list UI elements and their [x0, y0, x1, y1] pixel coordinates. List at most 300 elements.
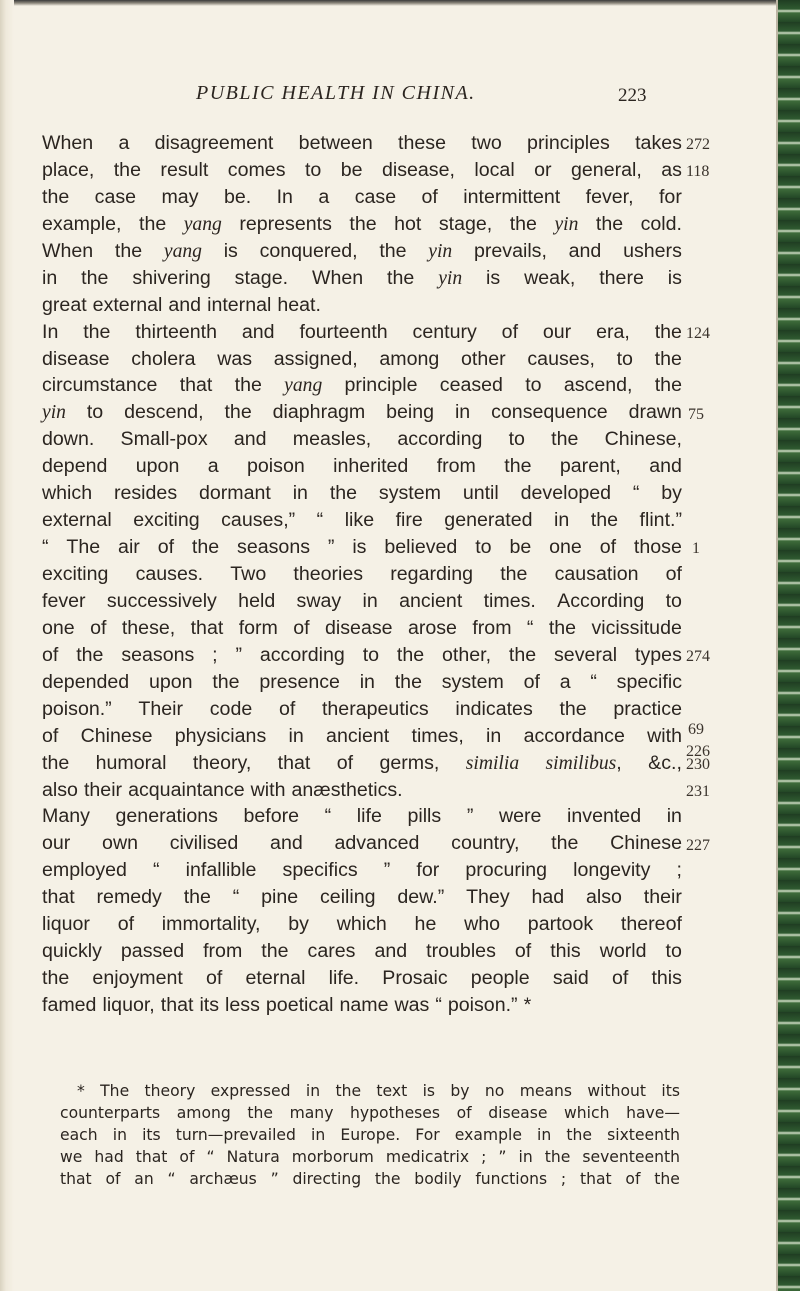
footnote-word: means — [519, 1082, 573, 1100]
text: between — [298, 132, 373, 154]
text: weak, — [524, 266, 576, 289]
word — [559, 696, 586, 723]
text: Prosaic — [382, 967, 448, 990]
word — [416, 857, 439, 884]
text: stage. — [234, 266, 289, 289]
word — [546, 750, 622, 777]
text: of — [336, 751, 354, 774]
text-line — [42, 803, 682, 830]
footnote-word: hypotheses — [350, 1103, 440, 1122]
word — [42, 426, 94, 453]
text: the — [83, 320, 111, 343]
footnote-word: counterparts — [60, 1103, 161, 1122]
text-line — [42, 319, 682, 346]
text: ceased — [439, 374, 503, 397]
word — [317, 507, 324, 534]
word — [623, 238, 682, 265]
word — [234, 426, 267, 453]
word — [95, 184, 136, 211]
text: civilised — [169, 832, 239, 855]
text: dew.” — [397, 886, 445, 909]
word — [397, 426, 482, 453]
word — [471, 965, 530, 992]
word — [83, 319, 110, 346]
text: from — [472, 616, 512, 639]
footnote-word: archæus — [189, 1169, 257, 1188]
word — [121, 426, 208, 453]
word — [244, 803, 300, 830]
text: descend, — [124, 401, 204, 424]
word — [277, 292, 321, 319]
text: causes. — [135, 563, 204, 585]
text: the — [261, 940, 289, 963]
word — [524, 265, 575, 292]
text: that — [190, 616, 224, 639]
italic-text: yang — [183, 213, 222, 235]
italic-text: yin — [554, 213, 579, 235]
footnote-word: bodily — [414, 1169, 462, 1188]
word — [66, 534, 100, 561]
word — [225, 992, 260, 1019]
word — [557, 588, 644, 615]
word — [76, 642, 103, 669]
text: place, — [42, 158, 95, 181]
margin-number: 272 — [686, 136, 710, 153]
word — [42, 399, 66, 426]
word — [471, 130, 502, 157]
word — [390, 561, 473, 588]
italic-text: similibus — [545, 752, 617, 774]
word — [121, 938, 184, 965]
text: being — [386, 401, 435, 424]
word — [96, 750, 167, 777]
word — [239, 615, 278, 642]
text: result — [160, 158, 209, 181]
page-number: 223 — [618, 85, 647, 106]
footnote-line — [60, 1125, 680, 1147]
word — [133, 507, 199, 534]
text-line — [42, 426, 682, 453]
text: system — [378, 482, 441, 505]
word — [466, 884, 510, 911]
word — [396, 507, 423, 534]
word — [162, 911, 261, 938]
word — [261, 938, 288, 965]
word — [84, 777, 122, 804]
text: parent, — [559, 455, 621, 478]
footnote-word: without — [587, 1082, 647, 1100]
text: local — [474, 158, 515, 181]
text: humoral — [95, 751, 167, 774]
word — [175, 723, 266, 750]
word — [345, 507, 374, 534]
word — [260, 238, 358, 265]
word — [667, 803, 682, 830]
text-line — [42, 561, 682, 588]
word — [509, 642, 536, 669]
text: fire — [395, 509, 423, 532]
text: be — [509, 536, 532, 559]
word — [524, 669, 540, 696]
text-line — [42, 346, 682, 373]
text-line — [42, 669, 682, 696]
word — [329, 965, 360, 992]
text: or — [534, 158, 552, 181]
word — [472, 615, 511, 642]
word — [451, 830, 519, 857]
text: the — [224, 401, 252, 424]
text: the — [551, 832, 579, 855]
text: case — [94, 185, 137, 208]
word — [560, 453, 621, 480]
word — [668, 265, 682, 292]
word — [474, 157, 514, 184]
text: “ — [153, 859, 160, 882]
word — [239, 211, 332, 238]
word — [407, 803, 441, 830]
text: in — [359, 670, 375, 693]
footnote-word: of — [179, 1147, 195, 1166]
text: in — [554, 509, 570, 532]
word — [42, 669, 129, 696]
word — [438, 265, 462, 292]
word — [203, 938, 242, 965]
word — [551, 426, 578, 453]
page-left-shadow — [0, 0, 14, 1291]
word — [463, 480, 499, 507]
text-line — [42, 534, 682, 561]
footnote-word: an — [134, 1169, 154, 1188]
word — [515, 938, 531, 965]
word — [292, 777, 403, 804]
text-line — [42, 642, 682, 669]
word — [42, 992, 96, 1019]
word — [666, 561, 682, 588]
word — [655, 372, 682, 399]
text: According — [557, 589, 645, 612]
word — [528, 911, 593, 938]
text: world — [599, 940, 647, 963]
text: believed — [384, 536, 458, 559]
text: several — [554, 643, 618, 666]
word — [613, 696, 682, 723]
word — [339, 992, 388, 1019]
text: consequence — [491, 401, 608, 424]
text-line — [42, 884, 682, 911]
word — [118, 911, 134, 938]
text: quickly — [42, 940, 102, 963]
text: before — [243, 805, 300, 828]
text: Chinese — [80, 724, 153, 747]
word — [42, 911, 90, 938]
footnote-word: by — [450, 1082, 470, 1100]
text: cholera — [131, 347, 196, 370]
text: They — [466, 886, 510, 909]
word — [224, 238, 238, 265]
text: the — [329, 482, 358, 505]
text: that — [160, 994, 194, 1016]
text: immortality, — [161, 913, 261, 936]
word — [235, 372, 262, 399]
word — [524, 992, 532, 1019]
text: indicates — [455, 697, 533, 720]
text-line — [42, 965, 682, 992]
word — [437, 453, 476, 480]
word — [357, 803, 382, 830]
text: passed — [120, 940, 185, 963]
text: and — [270, 832, 303, 855]
text: Chinese, — [604, 428, 682, 451]
word — [270, 830, 303, 857]
text: also — [42, 778, 78, 801]
word — [208, 453, 219, 480]
word — [499, 803, 541, 830]
word — [549, 534, 582, 561]
text: troubles — [426, 940, 496, 963]
word — [293, 561, 363, 588]
word — [635, 642, 682, 669]
word — [484, 588, 536, 615]
text: external — [92, 293, 163, 316]
text: its — [199, 994, 220, 1016]
footnote-word: have— — [626, 1103, 680, 1122]
word — [524, 723, 625, 750]
word — [114, 157, 141, 184]
word — [355, 184, 396, 211]
text-line — [42, 292, 682, 319]
text: ancient — [399, 589, 463, 612]
text: seasons — [237, 536, 311, 559]
text: generated — [444, 509, 533, 532]
text: the — [139, 212, 167, 235]
footnote-word: its — [661, 1082, 680, 1100]
footnote-word: of — [105, 1169, 121, 1188]
text: Chinese — [610, 832, 682, 855]
word — [352, 534, 366, 561]
text: invented — [567, 805, 642, 828]
word — [81, 265, 108, 292]
word — [661, 480, 682, 507]
word — [395, 669, 422, 696]
text: dormant — [198, 482, 271, 505]
text: specific — [616, 670, 682, 693]
word — [586, 884, 622, 911]
text-line — [42, 911, 682, 938]
word — [160, 157, 208, 184]
word — [474, 238, 547, 265]
word — [337, 911, 387, 938]
text: a — [559, 670, 571, 693]
text: to — [665, 940, 682, 963]
text: cold. — [640, 212, 682, 235]
footnote-line — [60, 1081, 680, 1103]
word — [386, 399, 434, 426]
word — [408, 615, 457, 642]
footnote-word: disease — [488, 1103, 548, 1122]
text: life — [356, 805, 382, 828]
word — [90, 615, 106, 642]
text: of — [90, 616, 107, 639]
text: infallible — [185, 859, 257, 882]
text: of — [278, 697, 296, 720]
footnote-word: * — [77, 1082, 85, 1100]
text-line — [42, 184, 682, 211]
text: fever — [42, 589, 86, 612]
word — [605, 426, 682, 453]
word — [600, 938, 647, 965]
word — [42, 723, 58, 750]
footnote-word: of — [456, 1103, 472, 1122]
text: disease — [325, 616, 393, 639]
italic-text: yin — [428, 240, 453, 262]
word — [412, 723, 464, 750]
text: intermittent — [463, 185, 561, 208]
footnote-word: morborum — [291, 1147, 374, 1166]
text: longevity — [573, 859, 651, 882]
margin-number: 226 — [686, 742, 710, 760]
word — [193, 750, 251, 777]
word — [199, 992, 219, 1019]
text: the — [387, 266, 415, 289]
word — [553, 965, 589, 992]
word — [139, 211, 166, 238]
footnote-word: functions — [475, 1169, 548, 1188]
word — [42, 211, 122, 238]
margin-number: 230 — [686, 755, 710, 773]
text: the — [500, 563, 528, 585]
text: those — [633, 536, 682, 559]
word — [42, 265, 57, 292]
text: less — [225, 994, 260, 1016]
word — [591, 507, 618, 534]
word — [122, 615, 175, 642]
text: the — [234, 374, 262, 397]
word — [42, 507, 112, 534]
word — [599, 265, 644, 292]
word — [116, 803, 218, 830]
word — [237, 534, 310, 561]
word — [235, 642, 242, 669]
word — [102, 992, 154, 1019]
word — [525, 372, 541, 399]
text: their — [643, 886, 682, 909]
body-text — [42, 130, 682, 1019]
word — [161, 184, 198, 211]
text: partook — [527, 913, 594, 936]
text: code — [209, 697, 253, 720]
text: in — [288, 724, 304, 747]
word — [629, 399, 682, 426]
text: century — [412, 320, 477, 343]
text: form — [238, 616, 278, 639]
word — [326, 723, 389, 750]
text: physicians — [174, 724, 267, 747]
text: the — [394, 670, 422, 693]
text: the — [42, 967, 70, 990]
word — [42, 938, 102, 965]
text: takes — [635, 132, 682, 154]
word — [649, 453, 682, 480]
footnote — [60, 1081, 680, 1190]
word — [486, 723, 501, 750]
word — [379, 346, 439, 373]
text: is — [223, 239, 238, 262]
text-line — [42, 938, 682, 965]
word — [42, 453, 107, 480]
word — [128, 777, 245, 804]
text: In — [42, 320, 59, 343]
text: * — [523, 994, 532, 1016]
word — [394, 211, 421, 238]
word — [164, 238, 202, 265]
text: stage, — [438, 212, 493, 235]
word — [42, 319, 58, 346]
word — [440, 372, 503, 399]
footnote-word: in — [537, 1125, 552, 1144]
footnote-word: ; — [560, 1169, 567, 1188]
word — [617, 346, 633, 373]
text: poison.” — [42, 697, 112, 720]
text: therapeutics — [321, 697, 429, 720]
text: these, — [121, 616, 176, 639]
text: the — [654, 374, 682, 397]
word — [299, 130, 373, 157]
text: depended — [42, 670, 130, 693]
text: be. — [223, 185, 252, 208]
word — [504, 453, 531, 480]
text: the — [509, 212, 537, 235]
text: the — [548, 616, 577, 639]
footnote-line — [60, 1169, 680, 1191]
text: example, — [42, 212, 122, 235]
running-title: PUBLIC HEALTH IN CHINA. — [196, 82, 476, 104]
text: with — [250, 778, 286, 801]
word — [293, 615, 309, 642]
word — [466, 750, 519, 777]
word — [42, 696, 112, 723]
text: and — [374, 940, 408, 963]
word — [426, 938, 496, 965]
text: is — [486, 266, 501, 289]
word — [131, 346, 195, 373]
text: represents — [239, 212, 332, 235]
text: principles — [527, 132, 610, 154]
text-line — [42, 399, 682, 426]
word — [42, 830, 70, 857]
text: disease — [42, 347, 110, 370]
word — [655, 346, 682, 373]
word — [442, 642, 491, 669]
word — [277, 184, 293, 211]
text: the — [508, 643, 537, 666]
text: internal — [207, 293, 272, 316]
italic-text: similia — [465, 752, 520, 774]
word — [527, 130, 610, 157]
text: , — [616, 751, 622, 774]
text: of — [599, 536, 617, 559]
text: of — [665, 563, 682, 585]
text: the — [504, 455, 532, 478]
margin-number: 124 — [686, 324, 710, 342]
word — [543, 319, 571, 346]
word — [590, 669, 597, 696]
word — [153, 857, 160, 884]
text: employed — [42, 859, 127, 882]
word — [235, 265, 288, 292]
text: measles, — [292, 428, 372, 451]
word — [114, 480, 177, 507]
word — [510, 211, 537, 238]
